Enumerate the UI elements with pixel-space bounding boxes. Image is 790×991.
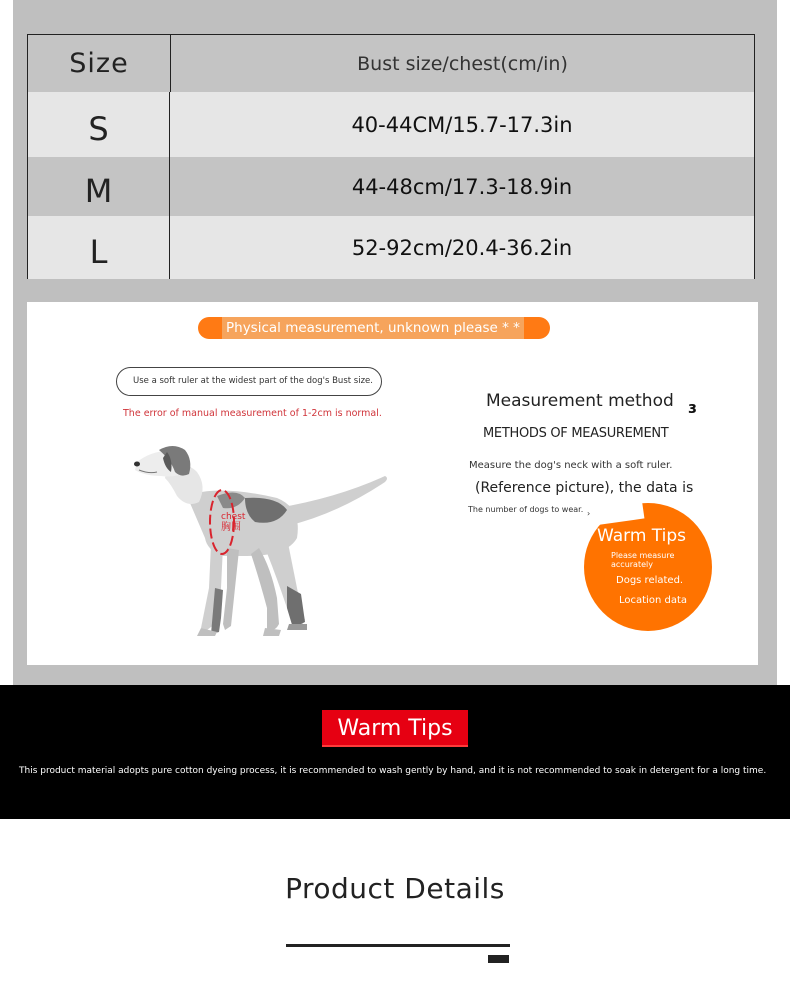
error-note: The error of manual measurement of 1-2cm is normal.: [123, 408, 382, 419]
size-cell: S: [28, 92, 170, 157]
bust-column-header: Bust size/chest(cm/in): [357, 52, 568, 75]
measurement-banner: [198, 317, 550, 339]
title-accent-block: [488, 955, 509, 963]
reference-note: (Reference picture), the data is: [475, 480, 694, 496]
measurement-banner-text: Physical measurement, unknown please * *: [222, 317, 524, 339]
table-row: [28, 157, 754, 216]
neck-note: Measure the dog's neck with a soft ruler.: [469, 460, 673, 471]
warm-circle-line: Location data: [619, 595, 687, 606]
dog-illustration: [127, 438, 392, 638]
chest-label-cn: 胸围: [221, 522, 241, 533]
title-underline: [286, 944, 510, 947]
warm-tips-label: Warm Tips: [322, 710, 468, 747]
method-mark: ɜ: [688, 398, 697, 417]
size-column-header: Size: [28, 35, 171, 92]
size-cell: M: [28, 157, 170, 216]
bust-cell: 52-92cm/20.4-36.2in: [351, 235, 573, 260]
table-row: [28, 92, 754, 157]
size-cell: L: [28, 216, 170, 279]
warm-circle-line: Please measure accurately: [611, 551, 675, 569]
care-instructions: This product material adopts pure cotton dyeing process, it is recommended to wash gently by hand, and it is not recommended to soak in detergent for a long time.: [19, 766, 767, 776]
table-row: [28, 216, 754, 279]
warm-tips-band: [0, 685, 790, 819]
ruler-note: Use a soft ruler at the widest part of the dog's Bust size.: [116, 367, 382, 396]
chest-label: chest: [221, 512, 246, 522]
warm-circle-title: Warm Tips: [597, 526, 687, 546]
method-subtitle: METHODS OF MEASUREMENT: [483, 426, 669, 441]
warm-circle-line: Dogs related.: [616, 575, 684, 586]
size-table: [27, 34, 755, 279]
bust-cell: 40-44CM/15.7-17.3in: [351, 112, 573, 137]
bust-cell: 44-48cm/17.3-18.9in: [351, 174, 573, 199]
dogs-note: The number of dogs to wear.: [468, 505, 584, 514]
product-details-title: Product Details: [285, 872, 505, 905]
table-header-row: [28, 35, 754, 92]
arrow-icon: ›: [587, 509, 591, 518]
measurement-panel: [27, 302, 758, 665]
method-title: Measurement method: [486, 391, 674, 411]
